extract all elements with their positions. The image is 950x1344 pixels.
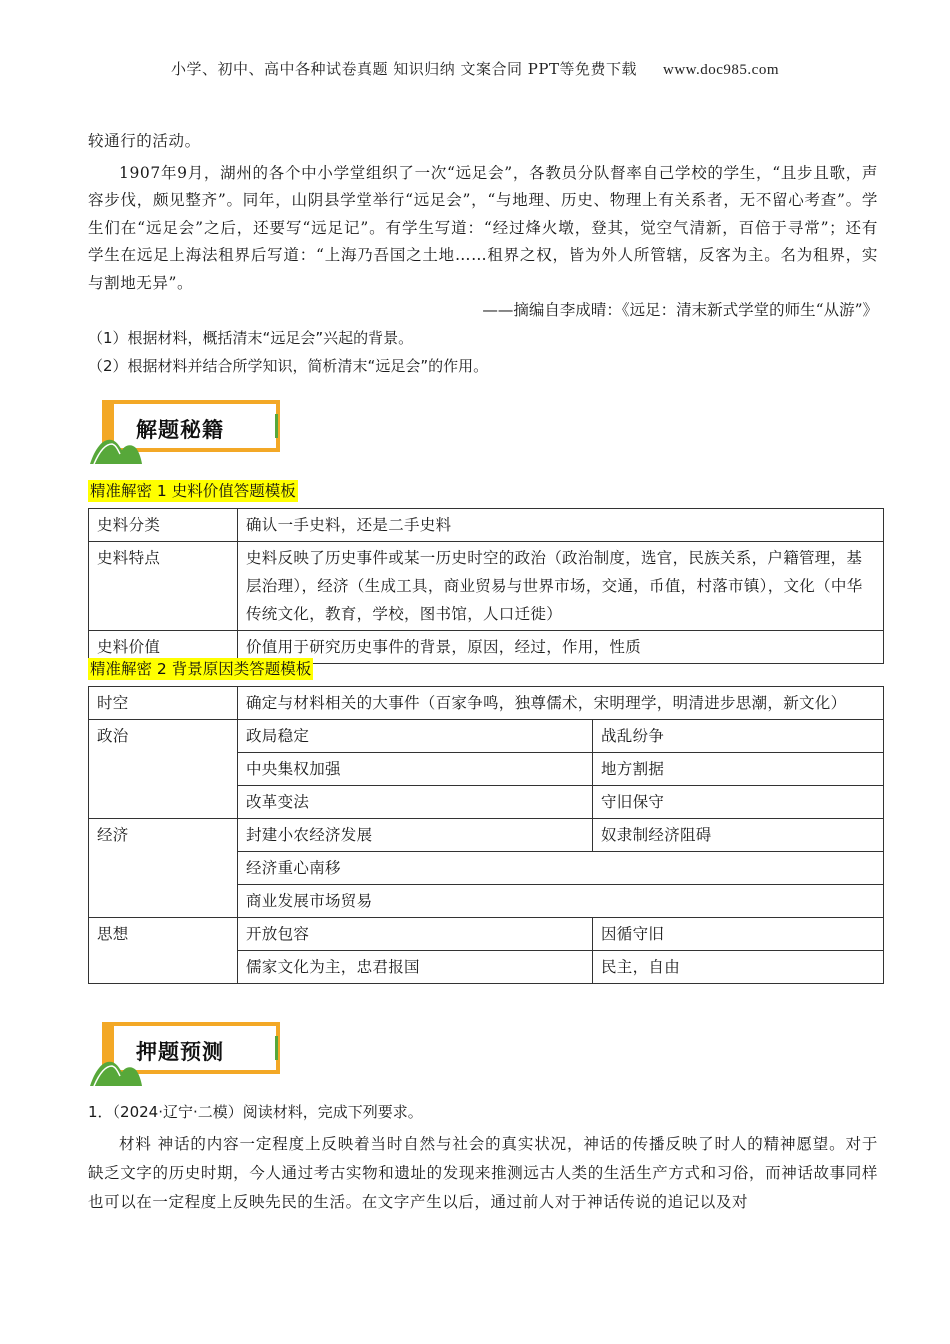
- cell: 改革变法: [238, 786, 593, 819]
- row-label: 史料特点: [89, 542, 238, 631]
- template1-table: [88, 508, 884, 664]
- prediction-material: 材料 神话的内容一定程度上反映着当时自然与社会的真实状况，神话的传播反映了时人的精神愿望。对于缺乏文字的历史时期，今人通过考古实物和遗址的发现来推测远古人类的生活生产方式和习俗，而神话故事同样也可以在一定程度上反映先民的生活。在文字产生以后，通过前人对于神话传说的追记以及对: [88, 1135, 878, 1211]
- row-content: 史料反映了历史事件或某一历史时空的政治（政治制度，选官，民族关系，户籍管理，基层治理），经济（生成工具，商业贸易与世界市场，交通，币值，村落市镇），文化（中华传统文化，教育，学校，图书馆，人口迁徙）: [238, 542, 884, 631]
- question-2: （2）根据材料并结合所学知识，简析清末“远足会”的作用。: [88, 357, 489, 375]
- cell: 因循守旧: [593, 918, 884, 951]
- row-content: 确认一手史料，还是二手史料: [238, 509, 884, 542]
- table-row: [89, 819, 884, 852]
- material-lead: 较通行的活动。: [88, 132, 201, 150]
- template2-section: [88, 658, 878, 984]
- section-banner-jieti: [90, 400, 286, 464]
- prediction-question: 1．（2024·辽宁·二模）阅读材料，完成下列要求。: [88, 1103, 423, 1121]
- banner-title: 解题秘籍: [136, 418, 224, 442]
- mountain-icon: [90, 434, 142, 464]
- cell: 商业发展市场贸易: [238, 885, 884, 918]
- row-content: 确定与材料相关的大事件（百家争鸣，独尊儒术，宋明理学，明清进步思潮，新文化）: [238, 687, 884, 720]
- table-row: [89, 509, 884, 542]
- cell: 政局稳定: [238, 720, 593, 753]
- banner-title: 押题预测: [136, 1040, 224, 1064]
- cell: 封建小农经济发展: [238, 819, 593, 852]
- material-source: ——摘编自李成晴：《远足：清末新式学堂的师生“从游”》: [482, 301, 878, 319]
- banner-mark: [275, 1036, 278, 1060]
- row-content: 价值用于研究历史事件的背景，原因，经过，作用，性质: [238, 631, 884, 664]
- mountain-icon: [90, 1056, 142, 1086]
- page-header: [0, 58, 950, 79]
- row-label: 史料价值: [89, 631, 238, 664]
- cell: 战乱纷争: [593, 720, 884, 753]
- row-label: 经济: [89, 819, 238, 918]
- table-row: [89, 687, 884, 720]
- cell: 民主，自由: [593, 951, 884, 984]
- table-row: [89, 918, 884, 951]
- cell: 奴隶制经济阻碍: [593, 819, 884, 852]
- banner-mark: [275, 414, 278, 438]
- row-label: 政治: [89, 720, 238, 819]
- cell: 中央集权加强: [238, 753, 593, 786]
- row-label: 时空: [89, 687, 238, 720]
- cell: 开放包容: [238, 918, 593, 951]
- template2-table: [88, 686, 884, 984]
- table-row: [89, 720, 884, 753]
- header-site: www.doc985.com: [662, 62, 779, 78]
- section-banner-yati: [90, 1022, 286, 1086]
- cell: 儒家文化为主，忠君报国: [238, 951, 593, 984]
- material-section: [88, 128, 878, 380]
- cell: 守旧保守: [593, 786, 884, 819]
- template1-title: 精准解密 1 史料价值答题模板: [90, 482, 296, 500]
- row-label: 思想: [89, 918, 238, 984]
- header-text: 小学、初中、高中各种试卷真题 知识归纳 文案合同 PPT等免费下载: [170, 60, 637, 78]
- material-body: 1907年9月，湖州的各个中小学堂组织了一次“远足会”，各教员分队督率自己学校的学生，“且步且歌，声容步伐，颇见整齐”。同年，山阴县学堂举行“远足会”，“与地理、历史、物理上有关系者，无不留心考查”。学生们在“远足会”之后，还要写“远足记”。有学生写道：“经过烽火墩，登其，觉空气清新，百倍于寻常”；还有学生在远足上海法租界后写道：“上海乃吾国之土地……租界之权，皆为外人所管辖，反客为主。名为租界，实与割地无异”。: [88, 163, 878, 292]
- table-row: [89, 542, 884, 631]
- cell: 经济重心南移: [238, 852, 884, 885]
- cell: 地方割据: [593, 753, 884, 786]
- template2-title: 精准解密 2 背景原因类答题模板: [90, 660, 312, 678]
- prediction-section: [88, 1098, 878, 1217]
- row-label: 史料分类: [89, 509, 238, 542]
- question-1: （1）根据材料，概括清末“远足会”兴起的背景。: [88, 329, 414, 347]
- template1-section: [88, 480, 878, 664]
